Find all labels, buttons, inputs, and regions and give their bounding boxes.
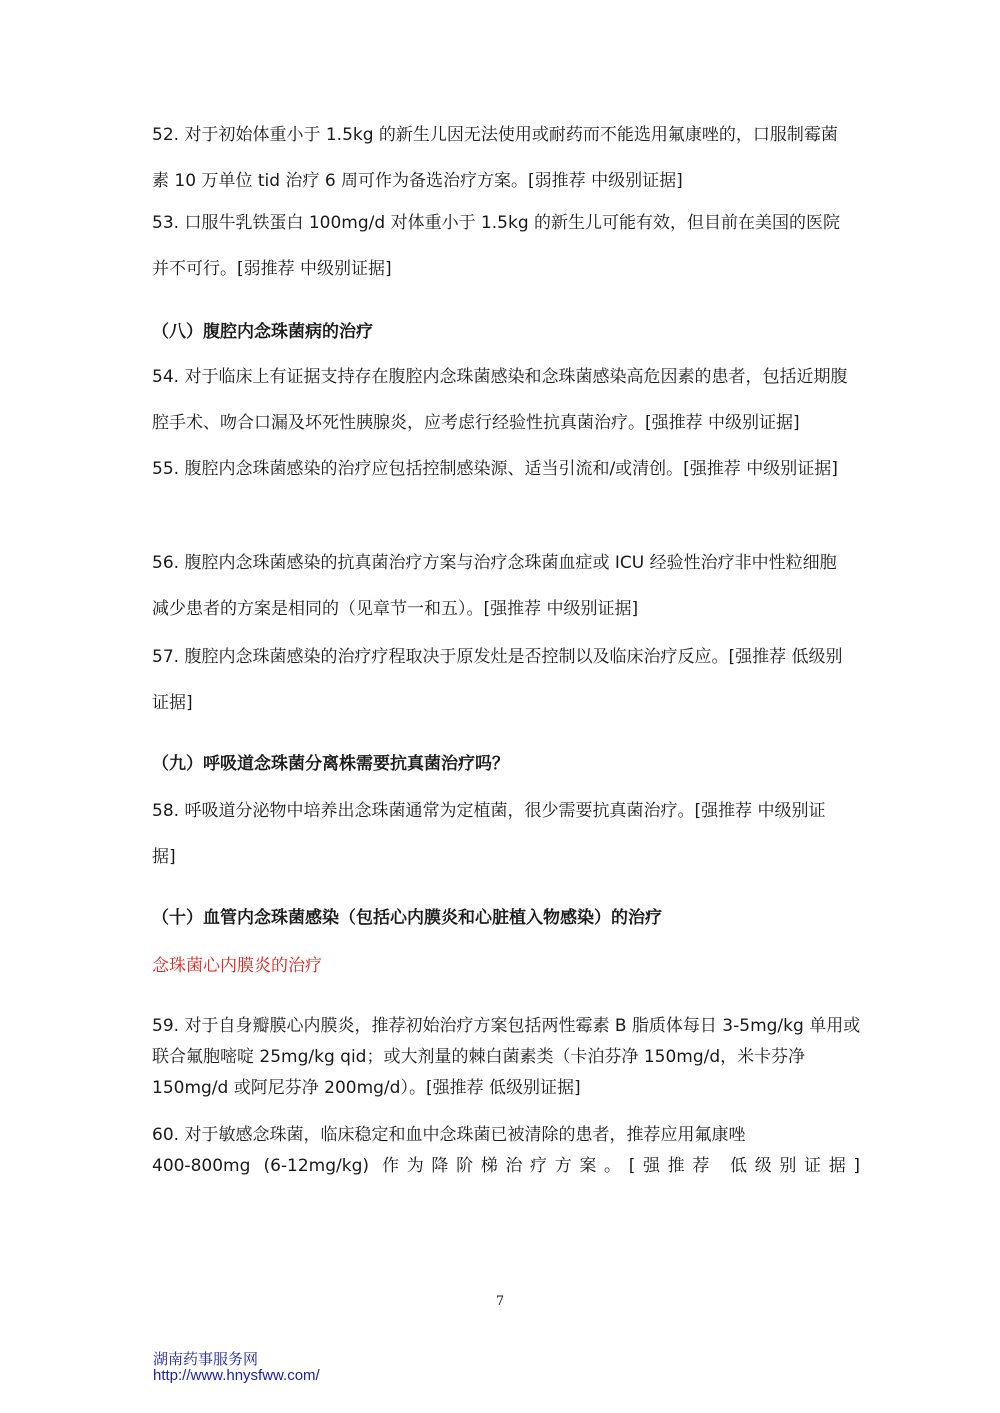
recommendation-53: 53. 口服牛乳铁蛋白 100mg/d 对体重小于 1.5kg 的新生儿可能有效，但目前在美国的医院并不可行。[弱推荐 中级别证据]	[152, 213, 841, 279]
recommendation-52: 52. 对于初始体重小于 1.5kg 的新生儿因无法使用或耐药而不能选用氟康唑的，口服制霉菌素 10 万单位 tid 治疗 6 周可作为备选治疗方案。[弱推荐 中级别证据]	[152, 125, 838, 191]
page-number: 7	[495, 1294, 505, 1309]
footer-site-name: 湖南药事服务网	[153, 1350, 259, 1368]
section-heading-8: （八）腹腔内念珠菌病的治疗	[152, 322, 373, 342]
recommendation-55: 55. 腹腔内念珠菌感染的治疗应包括控制感染源、适当引流和/或清创。[强推荐 中级别证据]	[152, 459, 838, 479]
recommendation-60	[152, 1120, 860, 1182]
recommendation-60-line-1: 60. 对于敏感念珠菌，临床稳定和血中念珠菌已被清除的患者，推荐应用氟康唑	[152, 1125, 746, 1145]
recommendation-60-line-2: 400-800mg (6-12mg/kg) 作为降阶梯治疗方案。[强推荐 低级别证据]	[152, 1156, 860, 1176]
recommendation-59: 59. 对于自身瓣膜心内膜炎，推荐初始治疗方案包括两性霉素 B 脂质体每日 3-5mg/kg 单用或联合氟胞嘧啶 25mg/kg qid；或大剂量的棘白菌素类（卡泊芬净 150mg/d，米卡芬净 150mg/d 或阿尼芬净 200mg/d）。[强推荐 低级别证据]	[152, 1016, 861, 1098]
footer-url-link[interactable]: http://www.hnysfww.com/	[153, 1367, 320, 1384]
recommendation-54: 54. 对于临床上有证据支持存在腹腔内念珠菌感染和念珠菌感染高危因素的患者，包括近期腹腔手术、吻合口漏及坏死性胰腺炎，应考虑行经验性抗真菌治疗。[强推荐 中级别证据]	[152, 367, 848, 433]
recommendation-58: 58. 呼吸道分泌物中培养出念珠菌通常为定植菌，很少需要抗真菌治疗。[强推荐 中级别证据]	[152, 801, 826, 867]
section-heading-10: （十）血管内念珠菌感染（包括心内膜炎和心脏植入物感染）的治疗	[152, 908, 662, 928]
section-heading-9: （九）呼吸道念珠菌分离株需要抗真菌治疗吗？	[152, 754, 509, 774]
subsection-heading-endocarditis: 念珠菌心内膜炎的治疗	[152, 956, 322, 976]
recommendation-57: 57. 腹腔内念珠菌感染的治疗疗程取决于原发灶是否控制以及临床治疗反应。[强推荐 低级别证据]	[152, 647, 843, 713]
recommendation-56: 56. 腹腔内念珠菌感染的抗真菌治疗方案与治疗念珠菌血症或 ICU 经验性治疗非中性粒细胞减少患者的方案是相同的（见章节一和五）。[强推荐 中级别证据]	[152, 553, 837, 619]
